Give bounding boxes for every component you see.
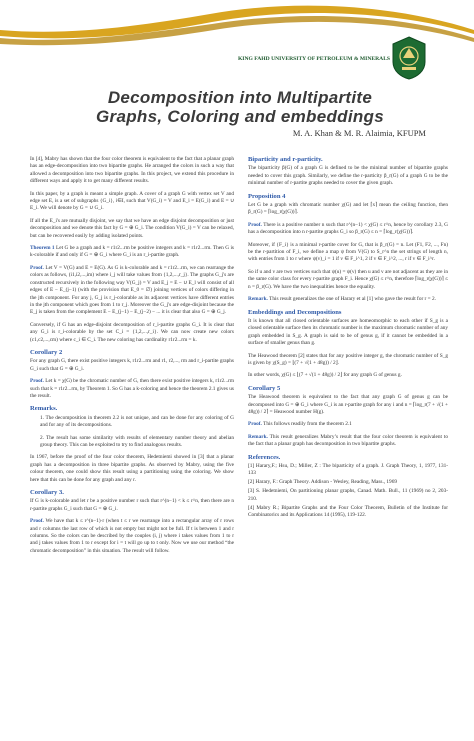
proof-1: [30, 265, 234, 317]
inequality-paragraph: So if u and v are two vertices such that ψ(u) = ψ(v) then u and v are not adjacent as they are in the same color class for every r-partite graph F_i. Hence χ(G) ≤ r^n, therefore ⌈log_r(χ(G))⌉ ≤ n = β_r(G). We have the two inequalities hence the equality.: [248, 268, 448, 290]
corollary-5-heading: Corollary 5: [248, 384, 281, 392]
kfupm-seal-icon: [391, 36, 427, 80]
corollary-3-heading: Corollary 3.: [30, 489, 64, 497]
definition-paragraph: In this paper, by a graph is meant a simple graph. A cover of a graph G with vertex set V and edge set E, is a set of subgraphs {G_i}, i∈I, such that V(G_i) = V and E_i = E(G_i) and E = ∪ E_i. We will denote by G = ∪ G_i.: [30, 190, 234, 212]
proof-3: [30, 518, 234, 555]
title-line-2: Graphs, Coloring and embeddings: [96, 107, 384, 126]
title-line-1: Decomposition into Multipartite: [107, 88, 373, 107]
remark-harary: [248, 296, 448, 303]
reference-1: [1] Harary,F.; Hsu, D.; Miller, Z : The biparticity of a graph. J. Graph Theory, 1, 1977, 131-133: [248, 463, 448, 477]
corollary-3-text: If G is k-colorable and let r be a positive number r such that r^(n−1) < k ≤ r^n, then there are n r-partite graphs G_i such that G = ⊕ G_i.: [30, 498, 234, 512]
proof-3-label: Proof.: [30, 518, 44, 525]
embeddings-paragraph-1: It is known that all closed orientable surfaces are homeomorphic to each other if S_g is a closed orientable surface then its chromatic number is the maximum chromatic number of any graph embedded in S_g. A graph is said to be of genus g, if it cannot be embedded in a surface of smaller genus than g.: [248, 317, 448, 347]
right-column: [248, 156, 448, 521]
converse-paragraph: Conversely, if G has an edge-disjoint decomposition of r_i-partite graphs G_i. It is clear that any G_i is r_i-colorable by the set C_i = {1,2,...,r_i}. We can now create new colors (c1,c2,...,cm) where c_i ∈ C_i. The new coloring has cardinality r1r2...rm = k.: [30, 321, 234, 343]
biparticity-text: The biparticity β(G) of a graph G is defined to be the minimal number of bipartite graphs needed to cover this graph. Similarly, we define the r-particity β_r(G) of a graph G to be the minimal number of r-partite graphs needed to cover the given graph.: [248, 165, 448, 187]
decomposition-paragraph: If all the E_i's are mutually disjoint, we say that we have an edge disjoint decomposition or just decomposition and we denote this fact by G = ⊕ G_i. The condition V(G_i) = V can be relaxed, but can be recovered easily by adding isolated points.: [30, 217, 234, 239]
remarks-heading: Remarks.: [30, 405, 58, 413]
embeddings-heading: Embeddings and Decompositions: [248, 308, 342, 316]
proof-2-label: Proof.: [30, 378, 44, 385]
corollary-2-heading: Corollary 2: [30, 348, 63, 356]
proof-2: [30, 378, 234, 400]
remark-mabry-text: This result generalizes Mabry’s result that the four color theorem is equivalent to the fact that a planar graph has decomposition in two bipartite graphs.: [248, 433, 449, 448]
remark-mabry: [248, 434, 448, 449]
poster-title: [60, 88, 420, 126]
left-column: [30, 156, 234, 560]
proof-5-label: Proof.: [248, 421, 262, 428]
proof-5-text: This follows readily from the theorem 2.1: [263, 421, 352, 428]
proof-2-text: Let k = χ(G) be the chromatic number of G, then there exist positive integers k, r1r2...rm such that k = r1r2...rm, by Theorem 1. So G has a k-coloring and hence the theorem 2.1 gives us the result.: [30, 378, 234, 399]
corollary-5-text: The Heawood theorem is equivalent to the fact that any graph G of genus g can be decomposed into G = ⊕ G_i where G_i is an r-partite graph for any i and n = ⌈log_r(7 + √(1 + 48g)) / 2⌉ = Heawood number H(g).: [248, 394, 448, 415]
remark-mabry-label: Remark.: [248, 433, 268, 440]
proof-5: [248, 421, 448, 428]
references-heading: References.: [248, 453, 281, 461]
reference-4: [4] Mabry R.; Bipartite Graphs and the Four Color Theorem, Bulletin of the Institute for Combinatorics and its Applications 14 (1995), 119-122.: [248, 504, 448, 518]
proof-4: [248, 222, 448, 237]
university-name: KING FAHD UNIVERSITY OF PETROLEUM & MINERALS: [237, 56, 391, 62]
intro-paragraph: In [4], Mabry has shown that the four color theorem is equivalent to the fact that a planar graph has an edge-decomposition into two bipartite graphs. He arranged the colors in such a way that allowed a decomposition into two bipartite graphs. In this project, we extend this procedure in different ways and apply it to get many different results.: [30, 156, 234, 185]
remark-2: 2. The result has some similarity with results of elementary number theory and abelian group theory. This can be exploited to try to find analogous results.: [40, 434, 234, 448]
authors: M. A. Khan & M. R. Alaimia, KFUPM: [292, 128, 426, 138]
theorem-1-text: Let G be a graph and k = r1r2...rm be positive integers and k = r1r2...rm. Then G is k-colorable if and only if G = ⊕ G_i where G_i is an r_i-partite graph.: [30, 245, 234, 259]
theorem-1-label: Theorem 1: [30, 245, 55, 252]
proof-1-label: Proof.: [30, 264, 44, 271]
reference-2: [2] Harary, F.: Graph Theory. Addison - Wesley, Reading, Mass., 1969: [248, 479, 398, 486]
proof-1-text: Let V = V(G) and E = E(G). As G is k-colorable and k = r1r2...rm, we can rearrange the colors as follows, (i1,i2,...,im) where i_j will take values from {1,2,...,r_j}. The graphs G_j's are constructed recursively in the following way V(G_j) = V and E_j = E − ∪ E_l will consist of all edges of E − E_(j−1) (with the provision that E_0 = ∅) joining vertices of colors differing in the jth component. For any j, G_j is r_j-colorable as its adjacent vertices have different entries in the jth component which goes from 1 to r_j. Moreover the G_j's are edge-disjoint because the E_j is taken from the complement E − E_(j−1) − E_(j−2) − ... it is clear that also G = ⊕ G_j.: [30, 264, 234, 316]
biparticity-heading: Biparticity and r-particity.: [248, 156, 323, 163]
proof-4-text: There is a positive number n such that r^(n−1) < χ(G) ≤ r^n, hence by corollary 2.3, G has a decomposition into n r-partite graphs G_i so β_r(G) ≤ n = ⌈log_r(χ(G))⌉.: [248, 221, 448, 236]
reference-3: [3] S. Hedetniemi, On partitioning planar graphs, Canad. Math. Bull., 11 (1969) no 2, 203-210.: [248, 488, 448, 502]
heawood-paragraph: The Heawood theorem [2] states that for any positive integer g, the chromatic number of S_g is given by χ(S_g) = ⌊(7 + √(1 + 48g)) / 2⌋.: [248, 352, 448, 366]
remark-harary-label: Remark.: [248, 296, 268, 303]
remark-1: 1. The decomposition in theorem 2.2 is not unique, and can be done for any coloring of G and for any of its decompositions.: [40, 414, 234, 429]
hedetniemi-paragraph: In 1967, before the proof of the four color theorem, Hedetniemi showed in [3] that a planar graph has a decomposition in three bipartite graphs. As observed by Mabry, using the five colour theorem, one could show this result using a partitioning using the coloring. We show here that this can be done for any graph and any r.: [30, 454, 234, 483]
proof-4-label: Proof.: [248, 221, 262, 228]
map-definition-paragraph: Moreover, if {F_i} is a minimal r-partite cover for G, that is β_r(G) = n. Let (F1, F2, ..., Fn) be the r-partition of F_i, we define a map ψ from V(G) to S_r^n the set strings of length n, with entries from 1 to r where ψ(v)_i = 1 if v ∈ F_i^1, 2 if v ∈ F_i^2, ..., r if v ∈ F_i^r.: [248, 241, 448, 263]
proposition-4-heading: Proposition 4: [248, 192, 286, 200]
remark-harary-text: This result generalizes the one of Harary et al [1] who gave the result for r = 2.: [269, 296, 436, 303]
corollary-2-text: For any graph G, there exist positive integers k, r1r2...rm and r1, r2,..., rm and r_i-partite graphs G_i such that G = ⊕ G_i.: [30, 358, 234, 372]
proposition-4-text: Let G be a graph with chromatic number χ(G) and let ⌈x⌉ mean the ceiling function, then β_r(G) = ⌈log_r(χ(G))⌉.: [248, 202, 448, 216]
proof-3-text: We have that k ≤ r^(n−1)·r (when t ≤ r we rearrange into a rectangular array of r rows and r columns the last row of which is not empty but might not be full. If t is between 1 and r columns. So the colors can be described by the couples (i, j) where i takes values from 1 to r and j takes values from 1 to r except for i = t will go up to t only. Now we use our method “the chromatic decomposition” in this situation. The result will follow.: [30, 518, 234, 554]
theorem-1: [30, 245, 234, 260]
genus-paragraph: In other words, χ(G) ≤ ⌊(7 + √(1 + 48g)) / 2⌋ for any graph G of genus g.: [248, 372, 402, 379]
references-list: [248, 463, 448, 519]
